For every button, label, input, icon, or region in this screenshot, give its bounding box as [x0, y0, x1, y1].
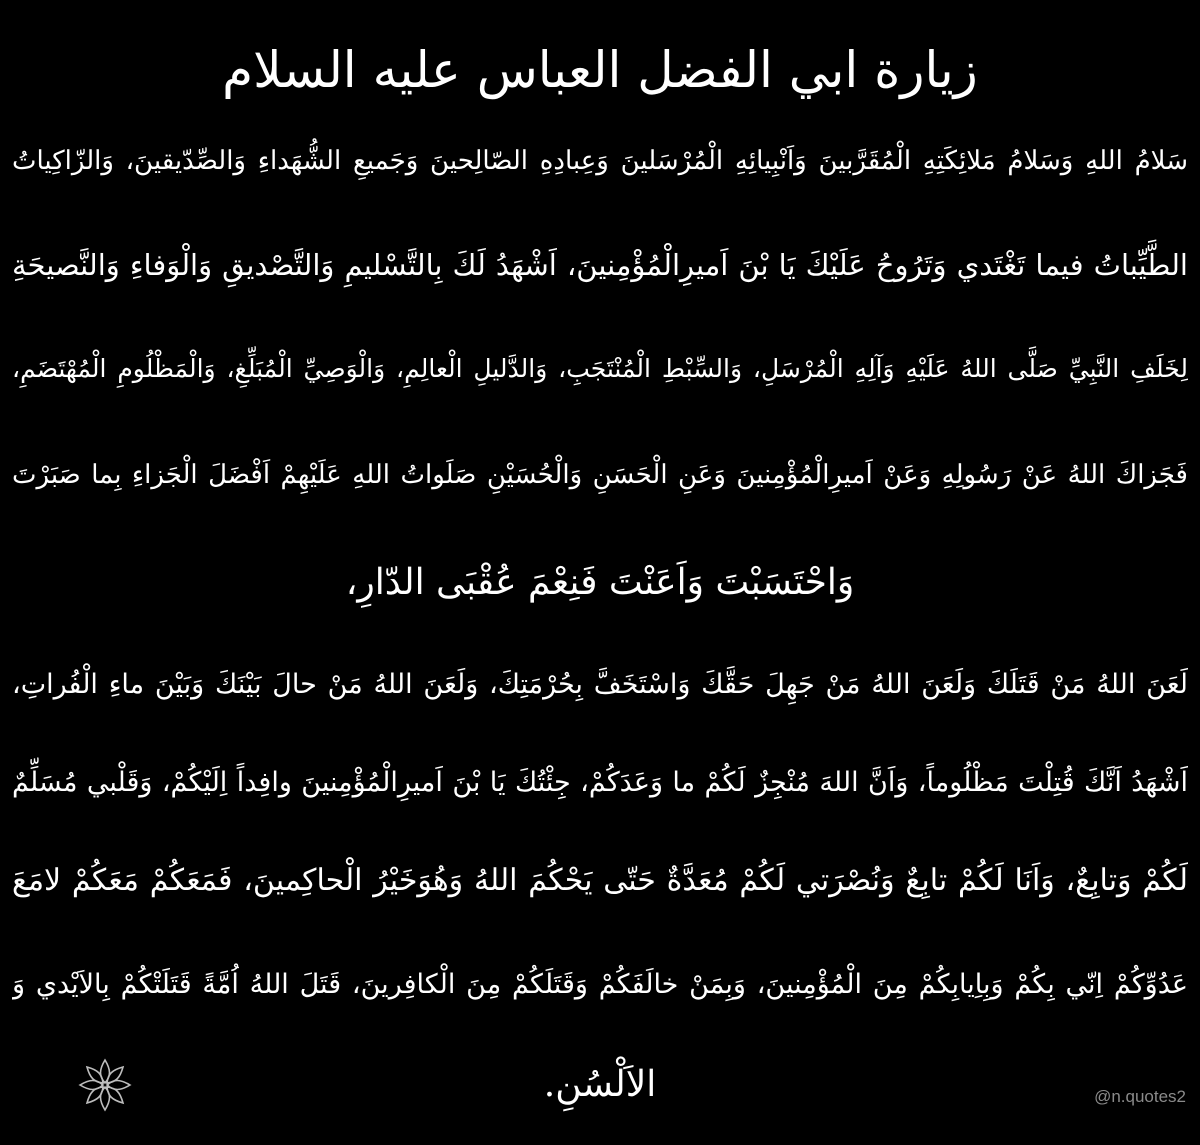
watermark-handle: @n.quotes2: [1094, 1087, 1186, 1106]
page-title: زيارة ابي الفضل العباس عليه السلام: [222, 41, 978, 99]
text-line-7: اَشْهَدُ اَنَّكَ قُتِلْتَ مَظْلُوماً، وَاَنَّ اللهَ مُنْجِزٌ لَكُمْ ما وَعَدَكُمْ، جِئْتُكَ يَا بْنَ اَميرِالْمُؤْمِنينَ وافِداً اِلَيْكُمْ، وَقَلْبي مُسَلِّمٌ: [12, 767, 1188, 798]
text-line-2: الطَّيِّباتُ فيما تَغْتَدي وَتَرُوحُ عَلَيْكَ يَا بْنَ اَميرِالْمُؤْمِنينَ، اَشْهَدُ لَكَ بِالتَّسْليمِ وَالتَّصْديقِ وَالْوَفاءِ وَالنَّصيحَةِ: [12, 248, 1188, 282]
text-line-1: سَلامُ اللهِ وَسَلامُ مَلائِكَتِهِ الْمُقَرَّبينَ وَاَنْبِيائِهِ الْمُرْسَلينَ وَعِبادِهِ الصّالِحينَ وَجَميعِ الشُّهَداءِ وَالصِّدّيقينَ، وَالزّاكِياتُ: [12, 146, 1188, 176]
text-line-5: وَاحْتَسَبْتَ وَاَعَنْتَ فَنِعْمَ عُقْبَى الدّارِ،: [345, 562, 855, 603]
text-line-9: عَدُوِّكُمْ اِنّي بِكُمْ وَبِاِيابِكُمْ مِنَ الْمُؤْمِنينَ، وَبِمَنْ خالَفَكُمْ وَقَتَلَكُمْ مِنَ الْكافِرينَ، قَتَلَ اللهُ اُمَّةً قَتَلَتْكُمْ بِالاَيْدي وَ: [12, 969, 1188, 1000]
text-line-8: لَكُمْ وَتابِعٌ، وَاَنَا لَكُمْ تابِعٌ وَنُصْرَتي لَكُمْ مُعَدَّةٌ حَتّى يَحْكُمَ اللهُ وَهُوَخَيْرُ الْحاكِمينَ، فَمَعَكُمْ مَعَكُمْ لامَعَ: [12, 863, 1188, 898]
text-line-3: لِخَلَفِ النَّبِيِّ صَلَّى اللهُ عَلَيْهِ وَآلِهِ الْمُرْسَلِ، وَالسِّبْطِ الْمُنْتَجَبِ، وَالدَّليلِ الْعالِمِ، وَالْوَصِيِّ الْمُبَلِّغِ، وَالْمَظْلُومِ الْمُهْتَضَمِ،: [12, 354, 1188, 383]
text-line-10: الاَلْسُنِ.: [543, 1064, 657, 1105]
flower-ornament-icon: [76, 1056, 134, 1114]
text-line-6: لَعَنَ اللهُ مَنْ قَتَلَكَ وَلَعَنَ اللهُ مَنْ جَهِلَ حَقَّكَ وَاسْتَخَفَّ بِحُرْمَتِكَ، وَلَعَنَ اللهُ مَنْ حالَ بَيْنَكَ وَبَيْنَ ماءِ الْفُراتِ،: [12, 669, 1188, 700]
text-line-4: فَجَزاكَ اللهُ عَنْ رَسُولِهِ وَعَنْ اَميرِالْمُؤْمِنينَ وَعَنِ الْحَسَنِ وَالْحُسَيْنِ صَلَواتُ اللهِ عَلَيْهِمْ اَفْضَلَ الْجَزاءِ بِما صَبَرْتَ: [12, 460, 1188, 490]
